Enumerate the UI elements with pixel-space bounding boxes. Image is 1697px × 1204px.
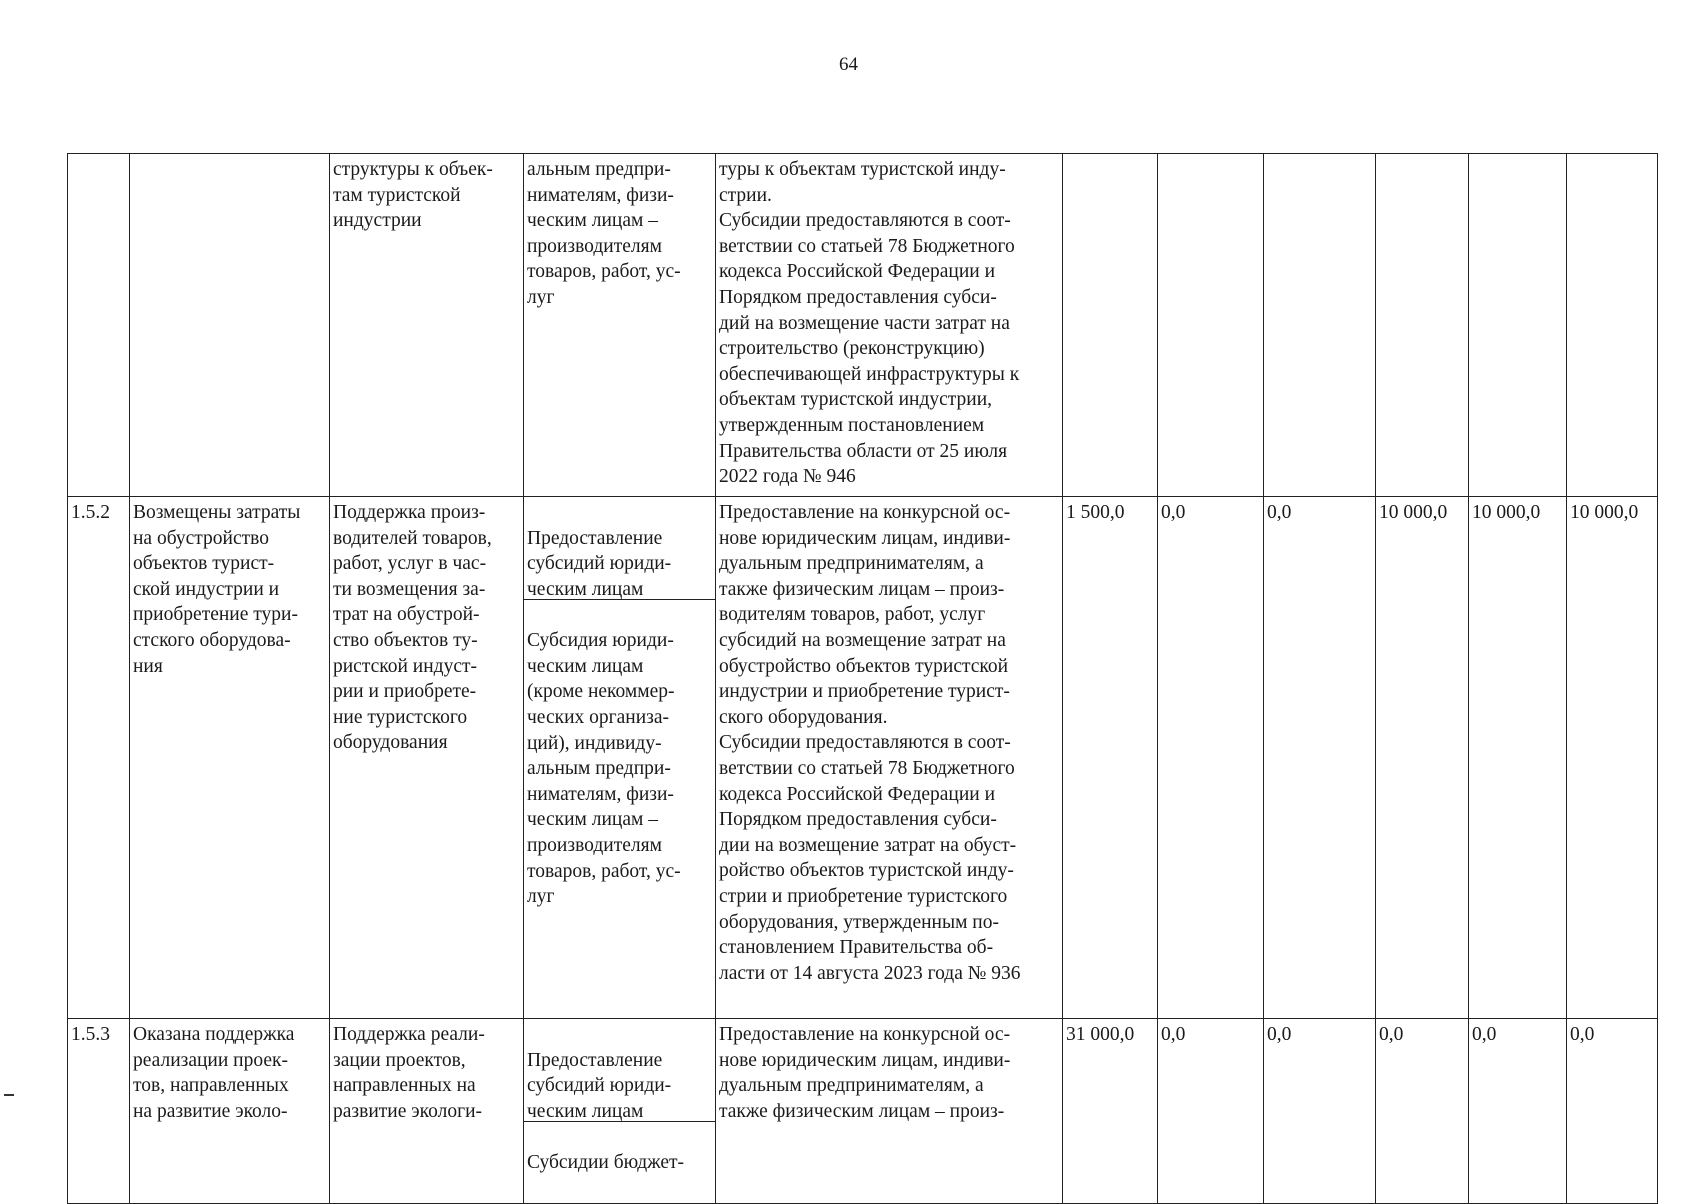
- cell-value: 0,0: [1376, 1019, 1469, 1204]
- cell-value: 0,0: [1264, 1019, 1376, 1204]
- program-table: [67, 153, 1658, 1204]
- table-row: [68, 497, 1658, 1019]
- cell-subsidy: [524, 497, 716, 1019]
- page-number: 64: [839, 54, 858, 75]
- cell-measure: структуры к объек- там туристской индустрии: [330, 154, 524, 497]
- cell-subsidy: [524, 1019, 716, 1204]
- cell-value: [1376, 154, 1469, 497]
- cell-value: 0,0: [1158, 497, 1264, 1019]
- cell-value: [1469, 154, 1567, 497]
- cell-result: Возмещены затраты на обустройство объектов турист- ской индустрии и приобретение тури- стского оборудова- ния: [130, 497, 330, 1019]
- cell-value: 0,0: [1567, 1019, 1658, 1204]
- cell-value: [1567, 154, 1658, 497]
- cell-value: 10 000,0: [1376, 497, 1469, 1019]
- cell-value: 0,0: [1158, 1019, 1264, 1204]
- cell-value: 0,0: [1264, 497, 1376, 1019]
- cell-measure: Поддержка реали- зации проектов, направленных на развитие экологи-: [330, 1019, 524, 1204]
- cell-subsidy: альным предпри- нимателям, физи- ческим лицам – производителям товаров, работ, ус- луг: [524, 154, 716, 497]
- cell-measure: Поддержка произ- водителей товаров, работ, услуг в час- ти возмещения за- трат на обустрой- ство объектов ту- ристской индуст- рии и приобрете- ние туристского оборудования: [330, 497, 524, 1019]
- cell-description: туры к объектам туристской инду- стрии. Субсидии предоставляются в соот- ветствии со статьей 78 Бюджетного кодекса Российской Федерации и Порядком предоставления субси- дий на возмещение части затрат на строительство (реконструкцию) обеспечивающей инфраструктуры к объектам туристской индустрии, утвержденным постановлением Правительства области от 25 июля 2022 года № 946: [716, 154, 1063, 497]
- table-row: [68, 154, 1658, 497]
- cell-number: 1.5.2: [68, 497, 130, 1019]
- cell-result: Оказана поддержка реализации проек- тов, направленных на развитие эколо-: [130, 1019, 330, 1204]
- cell-value: 0,0: [1469, 1019, 1567, 1204]
- scan-edge-mark: [4, 1094, 14, 1096]
- subsidy-type: Предоставление субсидий юриди- ческим лицам: [524, 523, 715, 600]
- cell-value: 10 000,0: [1567, 497, 1658, 1019]
- cell-value: [1264, 154, 1376, 497]
- cell-value: 10 000,0: [1469, 497, 1567, 1019]
- table-row: [68, 1019, 1658, 1204]
- cell-value: [1158, 154, 1264, 497]
- cell-value: [1063, 154, 1158, 497]
- cell-value: 1 500,0: [1063, 497, 1158, 1019]
- cell-result: [130, 154, 330, 497]
- cell-description: Предоставление на конкурсной ос- нове юридическим лицам, индиви- дуальным предпринимателям, а также физическим лицам – произ- водителям товаров, работ, услуг субсидий на возмещение затрат на обустройство объектов туристской индустрии и приобретение турист- ского оборудования. Субсидии предоставляются в соот- ветствии со статьей 78 Бюджетного кодекса Российской Федерации и Порядком предоставления субси- дии на возмещение затрат на обуст- ройство объектов туристской инду- стрии и приобретение туристского оборудования, утвержденным по- становлением Правительства об- ласти от 14 августа 2023 года № 936: [716, 497, 1063, 1019]
- cell-number: 1.5.3: [68, 1019, 130, 1204]
- cell-value: 31 000,0: [1063, 1019, 1158, 1204]
- cell-description: Предоставление на конкурсной ос- нове юридическим лицам, индиви- дуальным предпринимателям, а также физическим лицам – произ-: [716, 1019, 1063, 1204]
- subsidy-recipients: Субсидии бюджет-: [527, 1152, 684, 1174]
- subsidy-type: Предоставление субсидий юриди- ческим лицам: [524, 1045, 715, 1122]
- subsidy-recipients: Субсидия юриди- ческим лицам (кроме некоммер- ческих организа- ций), индивиду- альным предпри- нимателям, физи- ческим лицам – производителям товаров, работ, ус- луг: [527, 630, 681, 908]
- cell-number: [68, 154, 130, 497]
